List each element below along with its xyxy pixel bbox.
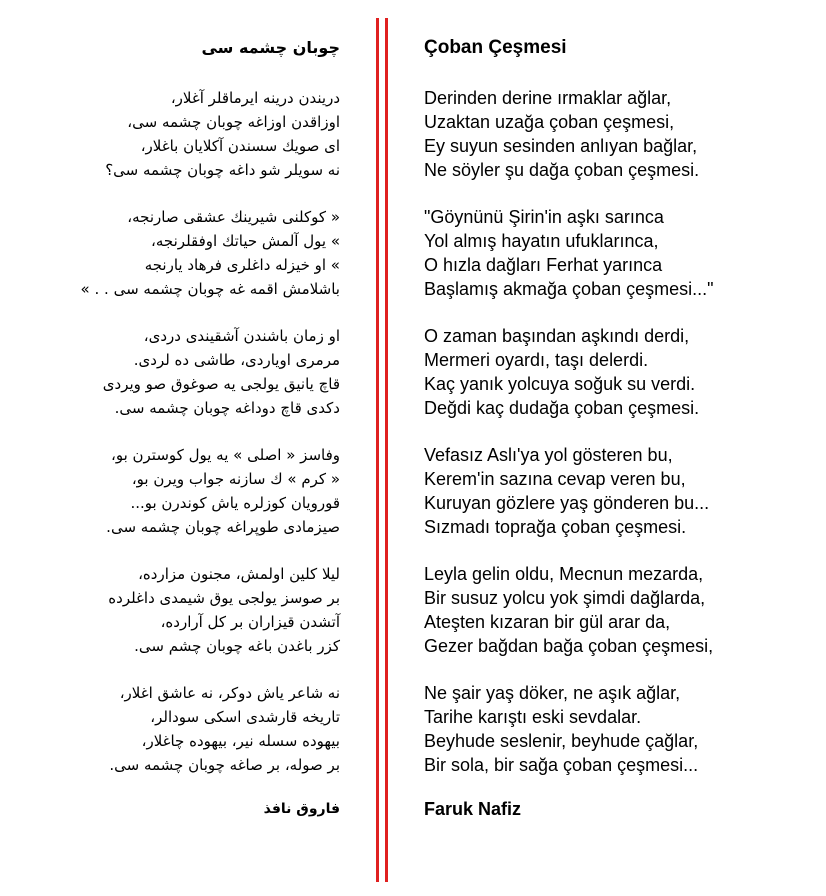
ottoman-poem-title: چوبان چشمه سى	[201, 38, 340, 57]
ottoman-verse-line: قورويان كوزلره ياش كوندرن بو...	[130, 494, 340, 512]
turkish-verse-line: Kuruyan gözlere yaş gönderen bu...	[424, 493, 710, 513]
ottoman-stanza	[40, 86, 340, 182]
turkish-stanza	[424, 205, 804, 301]
turkish-poem-title: Çoban Çeşmesi	[424, 37, 567, 58]
turkish-stanza	[424, 562, 804, 658]
ottoman-verse-line: « كرم » ك سازنه جواب ويرن بو،	[131, 470, 340, 488]
turkish-stanza	[424, 443, 804, 539]
turkish-verse-line: Başlamış akmağa çoban çeşmesi..."	[424, 279, 714, 299]
ottoman-verse-line: اى صويك سسندن آكلايان باغلار،	[140, 137, 340, 155]
ottoman-verse-line: نه سويلر شو داغه چوبان چشمه سى؟	[105, 161, 340, 179]
ottoman-verse-line: وفاسز « اصلى » يه يول كوسترن بو،	[110, 446, 340, 464]
turkish-poem-column	[424, 36, 804, 820]
ottoman-stanza	[40, 205, 340, 301]
ottoman-verse-line: باشلامش اقمه غه چوبان چشمه سى . . »	[80, 280, 340, 298]
ottoman-verse-line: » يول آلمش حياتك اوفقلرنجه،	[151, 232, 340, 250]
turkish-verse-line: Yol almış hayatın ufuklarınca,	[424, 231, 659, 251]
ottoman-verse-line: بر صوله، بر صاغه چوبان چشمه سى.	[109, 756, 340, 774]
turkish-stanza	[424, 86, 804, 182]
ottoman-verse-line: كزر باغدن باغه چوبان چشم سى.	[134, 637, 340, 655]
turkish-verse-line: Kaç yanık yolcuya soğuk su verdi.	[424, 374, 696, 394]
ottoman-verse-line: آتشدن قيزاران بر كل آرارده،	[160, 613, 340, 631]
turkish-verse-line: Kerem'in sazına cevap veren bu,	[424, 469, 686, 489]
ottoman-poem-column	[40, 36, 340, 820]
ottoman-verse-line: دكدى قاچ دوداغه چوبان چشمه سى.	[114, 399, 340, 417]
turkish-stanza	[424, 681, 804, 777]
ottoman-verse-line: قاچ يانيق يولجى يه صوغوق صو ويردى	[102, 375, 340, 393]
ottoman-verse-line: صيزمادى طوپراغه چوبان چشمه سى.	[106, 518, 340, 536]
turkish-verse-line: Leyla gelin oldu, Mecnun mezarda,	[424, 564, 704, 584]
turkish-verse-line: "Göynünü Şirin'in aşkı sarınca	[424, 207, 664, 227]
turkish-verse-line: Bir susuz yolcu yok şimdi dağlarda,	[424, 588, 706, 608]
ottoman-verse-line: ليلا كلين اولمش، مجنون مزارده،	[138, 565, 340, 583]
ottoman-stanza	[40, 562, 340, 658]
ottoman-verse-line: بيهوده سسله نير، بيهوده چاغلار،	[141, 732, 340, 750]
ottoman-verse-line: تاريخه قارشدى اسكى سودالر،	[150, 708, 340, 726]
ottoman-verse-line: اوزاقدن اوزاغه چوبان چشمه سى،	[127, 113, 340, 131]
ottoman-verse-line: او زمان باشندن آشقيندى دردى،	[143, 327, 340, 345]
turkish-verse-line: Değdi kaç dudağa çoban çeşmesi.	[424, 398, 700, 418]
turkish-verse-line: Sızmadı toprağa çoban çeşmesi.	[424, 517, 687, 537]
turkish-verse-line: Ateşten kızaran bir gül arar da,	[424, 612, 671, 632]
turkish-stanza	[424, 324, 804, 420]
ottoman-author-name: فاروق نافذ	[263, 801, 340, 817]
ottoman-verse-line: مرمرى اوياردى، طاشى ده لردى.	[133, 351, 340, 369]
ottoman-verse-line: » او خيزله داغلرى فرهاد يارنجه	[144, 256, 340, 274]
turkish-verse-line: Derinden derine ırmaklar ağlar,	[424, 88, 672, 108]
turkish-verse-line: O zaman başından aşkındı derdi,	[424, 326, 690, 346]
turkish-verse-line: O hızla dağları Ferhat yarınca	[424, 255, 663, 275]
ottoman-verse-line: « كوكلنى شيرينك عشقى صارنجه،	[127, 208, 340, 226]
turkish-author-name: Faruk Nafiz	[424, 799, 522, 819]
ottoman-stanza	[40, 443, 340, 539]
divider-line-right	[385, 18, 388, 882]
turkish-verse-line: Ne söyler şu dağa çoban çeşmesi.	[424, 160, 700, 180]
ottoman-verse-line: دريندن درينه ايرماقلر آغلار،	[170, 89, 340, 107]
turkish-verse-line: Vefasız Aslı'ya yol gösteren bu,	[424, 445, 673, 465]
turkish-verse-line: Mermeri oyardı, taşı delerdi.	[424, 350, 649, 370]
turkish-verse-line: Bir sola, bir sağa çoban çeşmesi...	[424, 755, 699, 775]
turkish-verse-line: Uzaktan uzağa çoban çeşmesi,	[424, 112, 675, 132]
turkish-verse-line: Ey suyun sesinden anlıyan bağlar,	[424, 136, 698, 156]
divider-line-left	[376, 18, 379, 882]
turkish-verse-line: Beyhude seslenir, beyhude çağlar,	[424, 731, 699, 751]
turkish-verse-line: Ne şair yaş döker, ne aşık ağlar,	[424, 683, 681, 703]
ottoman-verse-line: نه شاعر ياش دوكر، نه عاشق اغلار،	[119, 684, 340, 702]
turkish-verse-line: Tarihe karıştı eski sevdalar.	[424, 707, 642, 727]
turkish-verse-line: Gezer bağdan bağa çoban çeşmesi,	[424, 636, 714, 656]
ottoman-stanza	[40, 681, 340, 777]
ottoman-verse-line: بر صوسز يولجى يوق شيمدى داغلرده	[108, 589, 340, 607]
ottoman-stanza	[40, 324, 340, 420]
